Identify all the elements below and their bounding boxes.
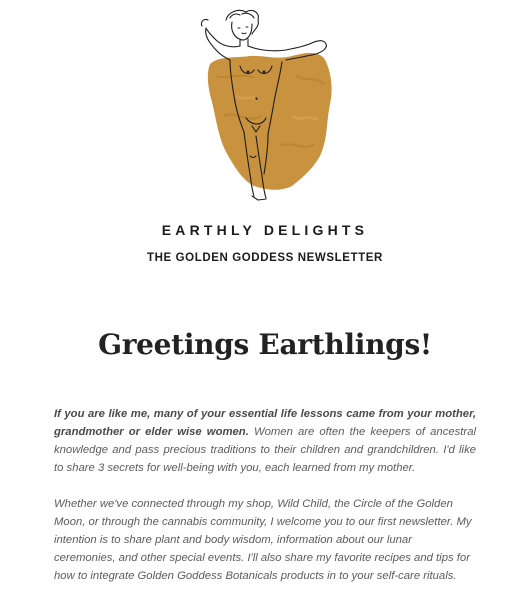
newsletter-brand-title: EARTHLY DELIGHTS	[161, 222, 369, 238]
greeting-heading: Greetings Earthlings!	[98, 328, 432, 361]
goddess-figure-illustration	[196, 6, 342, 204]
newsletter-subtitle: THE GOLDEN GODDESS NEWSLETTER	[147, 252, 383, 264]
welcome-paragraph: Whether we've connected through my shop, Wild Child, the Circle of the Golden Moon, or through the cannabis community, I welcome you to our first newsletter. My intention is to share plant and body wisdom, information about our lunar ceremonies, and other special events. I'll also share my favorite recipes and tips for how to integrate Golden Goddess Botanicals products in to your self-care rituals.	[54, 498, 472, 582]
intro-paragraph	[54, 405, 476, 477]
gold-leaf-shape	[208, 53, 332, 190]
intro-lead-text: If you are like me, many of your essential life lessons came from your mother, grandmother or elder wise women.	[54, 408, 476, 438]
intro-body-text: Women are often the keepers of ancestral knowledge and pass precious traditions to their children and grandchildren. I'd like to share 3 secrets for well-being with you, each learned from my mother.	[54, 426, 476, 474]
